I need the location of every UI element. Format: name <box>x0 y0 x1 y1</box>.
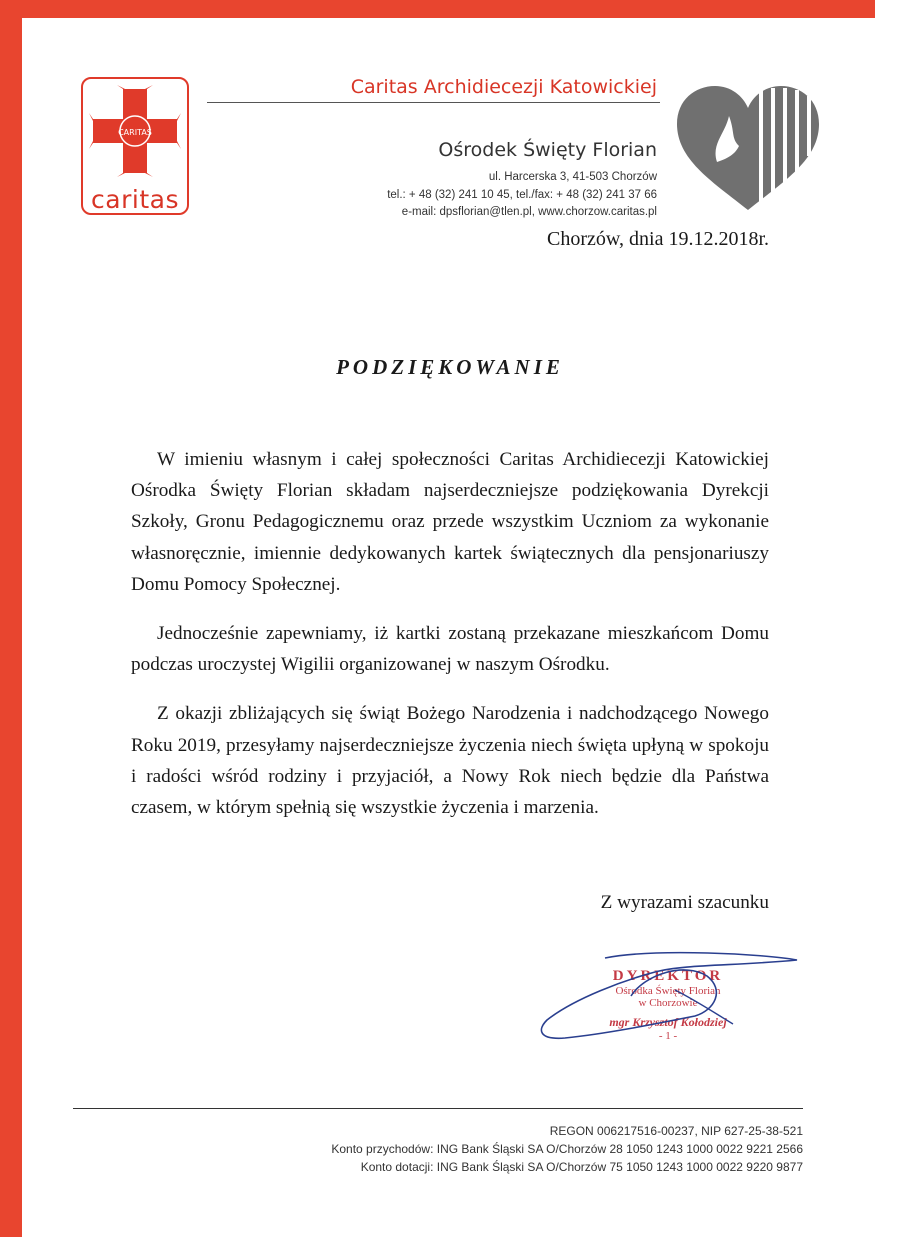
phone-line: tel.: + 48 (32) 241 10 45, tel./fax: + 48 (32) 241 37 66 <box>387 189 657 201</box>
stamp-city: w Chorzowie <box>638 997 698 1009</box>
header-divider <box>207 102 660 103</box>
letter-body <box>131 444 769 841</box>
paragraph-wishes: Z okazji zbliżających się świąt Bożego Narodzenia i nadchodzącego Nowego Roku 2019, przesyłamy najserdeczniejsze życzenia niech święta upłyną w spokoju i radości wśród rodziny i przyjaciół, a Nowy Rok niech będzie dla Państwa czasem, w którym spełnią się wszystkie życzenia i marzenia. <box>131 703 769 819</box>
footer-regon-nip: REGON 006217516-00237, NIP 627-25-38-521 <box>549 1124 803 1138</box>
stamp-title: DYREKTOR <box>612 968 724 984</box>
paragraph-thanks: W imieniu własnym i całej społeczności Caritas Archidiecezji Katowickiej Ośrodka Święty Florian składam najserdeczniejsze podziękowania Dyrekcji Szkoły, Gronu Pedagogicznemu oraz przede wszystkim Uczniom za wykonanie własnoręcznie, imiennie dedykowanych kartek świątecznych dla pensjonariuszy Domu Pomocy Społecznej. <box>131 449 769 595</box>
footer-grants-account: Konto dotacji: ING Bank Śląski SA O/Chorzów 75 1050 1243 1000 0022 9220 9877 <box>360 1160 803 1174</box>
footer-income-account: Konto przychodów: ING Bank Śląski SA O/Chorzów 28 1050 1243 1000 0022 9221 2566 <box>331 1142 803 1156</box>
logo-inscription: CARITAS <box>118 128 152 137</box>
paragraph-assurance: Jednocześnie zapewniamy, iż kartki zostaną przekazane mieszkańcom Domu podczas uroczystej Wigilii organizowanej w naszym Ośrodku. <box>131 623 769 676</box>
center-name: Ośrodek Święty Florian <box>438 139 657 161</box>
scan-edge-top <box>0 0 875 18</box>
stamp-page-number: - 1 - <box>658 1030 678 1042</box>
letter-title: PODZIĘKOWANIE <box>336 355 564 379</box>
footer-divider <box>73 1108 803 1109</box>
caritas-logo <box>81 77 189 215</box>
stamp-institution: Ośrodka Święty Florian <box>615 985 721 997</box>
logo-wordmark: caritas <box>91 185 179 214</box>
email-web-line: e-mail: dpsflorian@tlen.pl, www.chorzow.caritas.pl <box>401 206 657 218</box>
date-line: Chorzów, dnia 19.12.2018r. <box>546 228 769 250</box>
stamp-director-name: mgr Krzysztof Kołodziej <box>609 1015 727 1029</box>
handwritten-signature <box>535 950 805 1050</box>
closing-line: Z wyrazami szacunku <box>600 892 769 913</box>
caritas-cross-icon <box>89 85 181 177</box>
heart-flame-emblem-icon <box>673 82 823 214</box>
organization-name: Caritas Archidiecezji Katowickiej <box>350 76 657 98</box>
address-line: ul. Harcerska 3, 41-503 Chorzów <box>488 171 657 183</box>
scan-edge-left <box>0 0 22 1237</box>
